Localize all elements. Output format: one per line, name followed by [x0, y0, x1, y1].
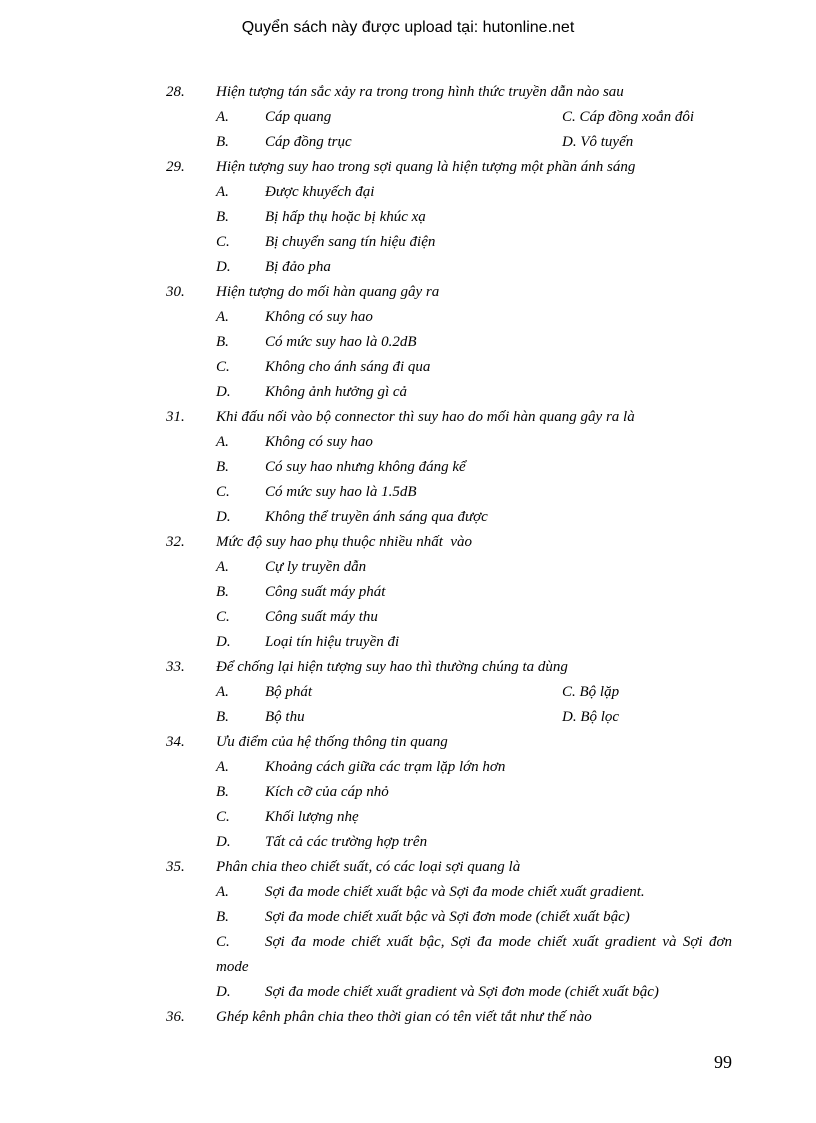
option-letter: A.: [216, 184, 229, 200]
option-text: Cự ly truyền dẫn: [265, 559, 367, 575]
option-row: [0, 209, 816, 229]
option-row: [0, 184, 816, 204]
option-text: C. Cáp đồng xoắn đôi: [562, 109, 695, 125]
option-row: [0, 609, 816, 629]
page-header: Quyển sách này được upload tại: hutonline.net: [241, 19, 575, 36]
question-text: Phân chia theo chiết suất, có các loại sợi quang là: [216, 859, 521, 875]
question-34: [0, 734, 816, 754]
question-number: 29.: [166, 159, 185, 175]
option-text: Không có suy hao: [265, 434, 373, 450]
option-letter: A.: [216, 109, 229, 125]
question-number: 35.: [166, 859, 185, 875]
option-text: D. Vô tuyến: [562, 134, 634, 150]
option-letter: D.: [216, 984, 231, 1000]
option-letter: B.: [216, 784, 229, 800]
option-row: [0, 684, 816, 704]
option-letter: D.: [216, 634, 231, 650]
question-33: [0, 659, 816, 679]
option-text: Tất cả các trường hợp trên: [265, 834, 428, 850]
option-text: Sợi đa mode chiết xuất bậc, Sợi đa mode chiết xuất gradient và Sợi đơn: [265, 934, 732, 950]
option-text: D. Bộ lọc: [562, 709, 620, 725]
option-row: [0, 509, 816, 529]
option-letter: B.: [216, 909, 229, 925]
question-text: Hiện tượng tán sắc xảy ra trong trong hình thức truyền dẫn nào sau: [216, 84, 624, 100]
option-text: Sợi đa mode chiết xuất bậc và Sợi đơn mode (chiết xuất bậc): [265, 909, 630, 925]
option-letter: C.: [216, 234, 230, 250]
question-text: Hiện tượng suy hao trong sợi quang là hiện tượng một phần ánh sáng: [216, 159, 636, 175]
option-row: [0, 459, 816, 479]
option-row: [0, 134, 816, 154]
question-text: Để chống lại hiện tượng suy hao thì thường chúng ta dùng: [216, 659, 568, 675]
option-row: [0, 909, 816, 929]
option-letter: B.: [216, 334, 229, 350]
page-number: 99: [714, 1052, 732, 1072]
option-row: [0, 384, 816, 404]
question-text: Ưu điểm của hệ thống thông tin quang: [216, 734, 448, 750]
option-letter: C.: [216, 609, 230, 625]
option-letter: A.: [216, 559, 229, 575]
option-letter: A.: [216, 309, 229, 325]
option-letter: D.: [216, 259, 231, 275]
option-row: [0, 984, 816, 1004]
option-letter: D.: [216, 384, 231, 400]
question-number: 31.: [166, 409, 185, 425]
option-text: Bị đảo pha: [265, 259, 331, 275]
option-letter: D.: [216, 834, 231, 850]
question-text: Khi đấu nối vào bộ connector thì suy hao do mối hàn quang gây ra là: [216, 409, 635, 425]
option-text: Không cho ánh sáng đi qua: [265, 359, 431, 375]
option-letter: B.: [216, 709, 229, 725]
option-text: Cáp đồng trục: [265, 134, 352, 150]
option-row: [0, 484, 816, 504]
question-number: 34.: [166, 734, 185, 750]
option-text: Công suất máy thu: [265, 609, 378, 625]
question-35: [0, 859, 816, 879]
option-text: Kích cỡ của cáp nhỏ: [265, 784, 389, 800]
option-letter: C.: [216, 359, 230, 375]
option-letter: D.: [216, 509, 231, 525]
option-row: [0, 809, 816, 829]
option-text: C. Bộ lặp: [562, 684, 620, 700]
question-text: Mức độ suy hao phụ thuộc nhiều nhất vào: [216, 534, 473, 550]
option-letter: A.: [216, 759, 229, 775]
option-text: Không có suy hao: [265, 309, 373, 325]
option-text: Sợi đa mode chiết xuất gradient và Sợi đơn mode (chiết xuất bậc): [265, 984, 659, 1000]
question-29: [0, 159, 816, 179]
option-letter: A.: [216, 434, 229, 450]
option-text-continued: mode: [216, 959, 249, 975]
option-letter: B.: [216, 134, 229, 150]
option-text: Cáp quang: [265, 109, 332, 125]
question-30: [0, 284, 816, 304]
option-letter: A.: [216, 884, 229, 900]
option-row: [0, 759, 816, 779]
option-letter: C.: [216, 809, 230, 825]
option-row: [0, 234, 816, 254]
option-row: [0, 359, 816, 379]
question-number: 36.: [166, 1009, 185, 1025]
option-letter: C.: [216, 934, 230, 950]
option-text: Khối lượng nhẹ: [265, 809, 359, 825]
question-text: Ghép kênh phân chia theo thời gian có tên viết tắt như thế nào: [216, 1009, 592, 1025]
option-text: Công suất máy phát: [265, 584, 386, 600]
option-letter: A.: [216, 684, 229, 700]
question-28: [0, 84, 816, 104]
option-text: Bị chuyển sang tín hiệu điện: [265, 234, 436, 250]
option-row: [0, 109, 816, 129]
option-letter: B.: [216, 584, 229, 600]
option-row: [0, 434, 816, 454]
question-36: [0, 1009, 816, 1029]
option-row: [0, 309, 816, 329]
option-row: [0, 884, 816, 904]
question-number: 33.: [166, 659, 185, 675]
option-letter: C.: [216, 484, 230, 500]
question-32: [0, 534, 816, 554]
option-text: Được khuyếch đại: [265, 184, 375, 200]
option-row: [0, 784, 816, 804]
option-row: [0, 559, 816, 579]
option-row: [0, 259, 816, 279]
option-text: Sợi đa mode chiết xuất bậc và Sợi đa mode chiết xuất gradient.: [265, 884, 645, 900]
option-text: Loại tín hiệu truyền đi: [265, 634, 400, 650]
option-row: [0, 934, 816, 954]
option-letter: B.: [216, 459, 229, 475]
option-text: Không thể truyền ánh sáng qua được: [265, 509, 488, 525]
question-31: [0, 409, 816, 429]
option-text: Có mức suy hao là 0.2dB: [265, 334, 417, 350]
question-text: Hiện tượng do mối hàn quang gây ra: [216, 284, 440, 300]
option-letter: B.: [216, 209, 229, 225]
option-row: [0, 584, 816, 604]
option-row: [0, 334, 816, 354]
question-number: 32.: [166, 534, 185, 550]
option-row: [0, 709, 816, 729]
option-text: Bị hấp thụ hoặc bị khúc xạ: [265, 209, 426, 225]
option-row: [0, 634, 816, 654]
option-text: Không ảnh hưởng gì cả: [265, 384, 408, 400]
option-row-continued: [0, 959, 816, 979]
option-text: Bộ phát: [265, 684, 313, 700]
option-text: Bộ thu: [265, 709, 305, 725]
option-row: [0, 834, 816, 854]
question-number: 30.: [166, 284, 185, 300]
option-text: Có mức suy hao là 1.5dB: [265, 484, 417, 500]
option-text: Có suy hao nhưng không đáng kể: [265, 459, 466, 475]
option-text: Khoảng cách giữa các trạm lặp lớn hơn: [265, 759, 506, 775]
question-number: 28.: [166, 84, 185, 100]
